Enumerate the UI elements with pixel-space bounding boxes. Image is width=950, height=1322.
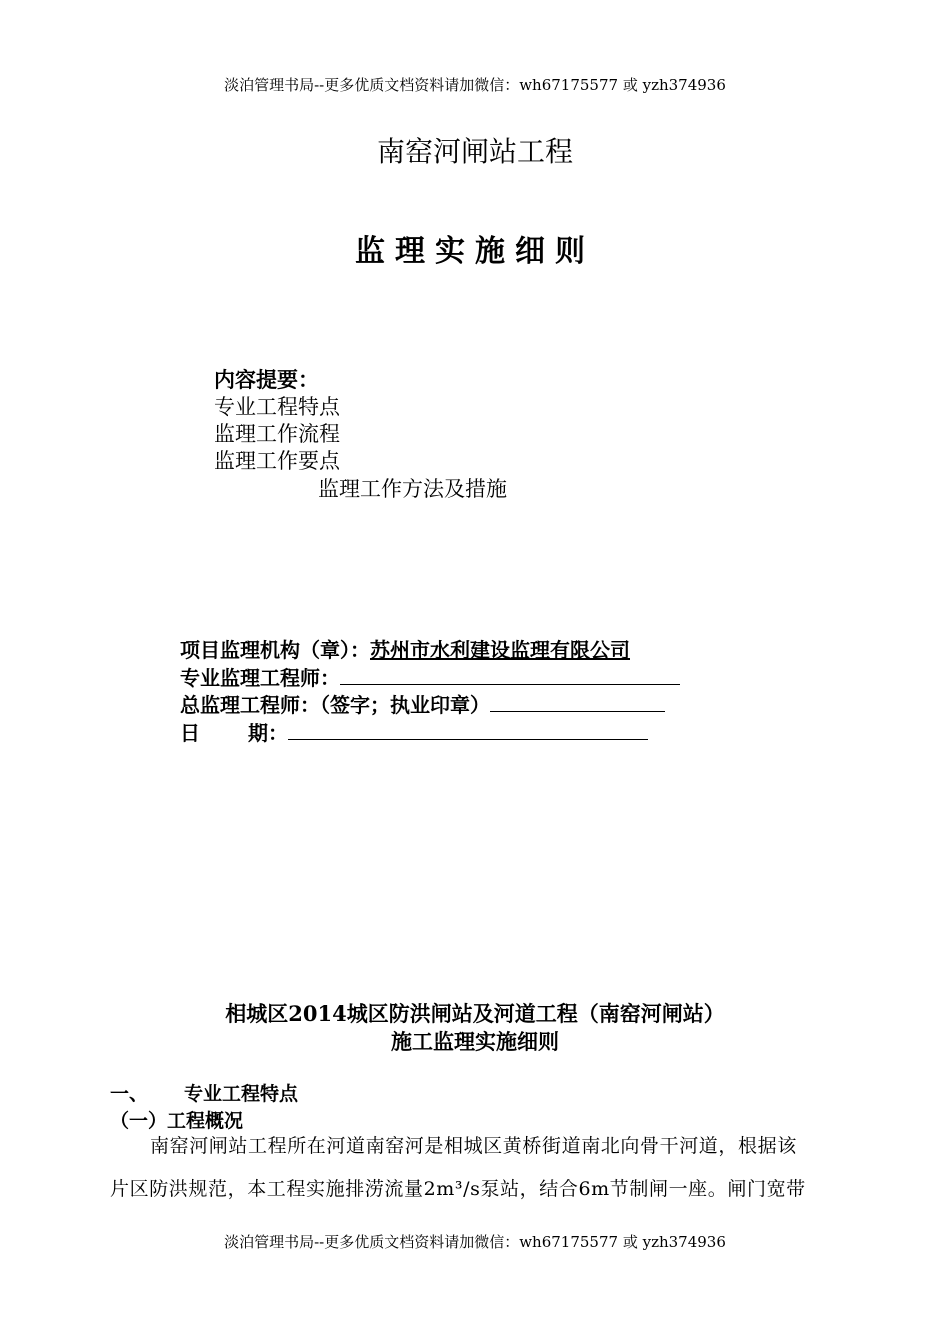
page-header: 淡泊管理书局--更多优质文档资料请加微信：wh67175577 或 yzh374936 <box>224 76 726 94</box>
body-paragraph-line: 南窑河闸站工程所在河道南窑河是相城区黄桥街道南北向骨干河道，根据该 <box>150 1135 797 1157</box>
date-label-qi: 期： <box>248 721 288 745</box>
supervision-org-value: 苏州市水利建设监理有限公司 <box>370 638 630 662</box>
body-paragraph-line: 片区防洪规范，本工程实施排涝流量2m³/s泵站，结合6m节制闸一座。闸门宽带 <box>110 1178 806 1200</box>
date-label-ri: 日 <box>180 721 200 745</box>
date-blank <box>288 721 648 740</box>
heading-number: 一、 <box>110 1083 149 1105</box>
supervision-org-label: 项目监理机构（章）： <box>180 638 370 662</box>
heading-level-1 <box>110 1079 298 1106</box>
toc-item: 专业工程特点 <box>214 395 340 419</box>
section-title: 相城区2014城区防洪闸站及河道工程（南窑河闸站） <box>225 1001 725 1026</box>
specialist-engineer-blank <box>340 666 680 685</box>
toc-item: 监理工作方法及措施 <box>318 477 507 501</box>
specialist-engineer-label: 专业监理工程师： <box>180 666 340 690</box>
toc-item: 监理工作流程 <box>214 422 340 446</box>
chief-engineer-line <box>180 689 665 718</box>
specialist-engineer-line <box>180 662 680 691</box>
page-footer: 淡泊管理书局--更多优质文档资料请加微信：wh67175577 或 yzh374936 <box>224 1233 726 1251</box>
date-line <box>180 717 648 746</box>
section-subtitle: 施工监理实施细则 <box>391 1029 559 1054</box>
chief-engineer-blank <box>490 693 665 712</box>
heading-text: 专业工程特点 <box>184 1083 299 1105</box>
toc-heading: 内容提要： <box>214 368 319 392</box>
project-title: 南窑河闸站工程 <box>376 135 573 168</box>
document-title: 监理实施细则 <box>355 234 595 269</box>
supervision-org-line <box>180 634 630 663</box>
chief-engineer-label: 总监理工程师：（签字；执业印章） <box>180 693 490 717</box>
heading-level-2: （一）工程概况 <box>110 1110 244 1132</box>
toc-item: 监理工作要点 <box>214 449 340 473</box>
